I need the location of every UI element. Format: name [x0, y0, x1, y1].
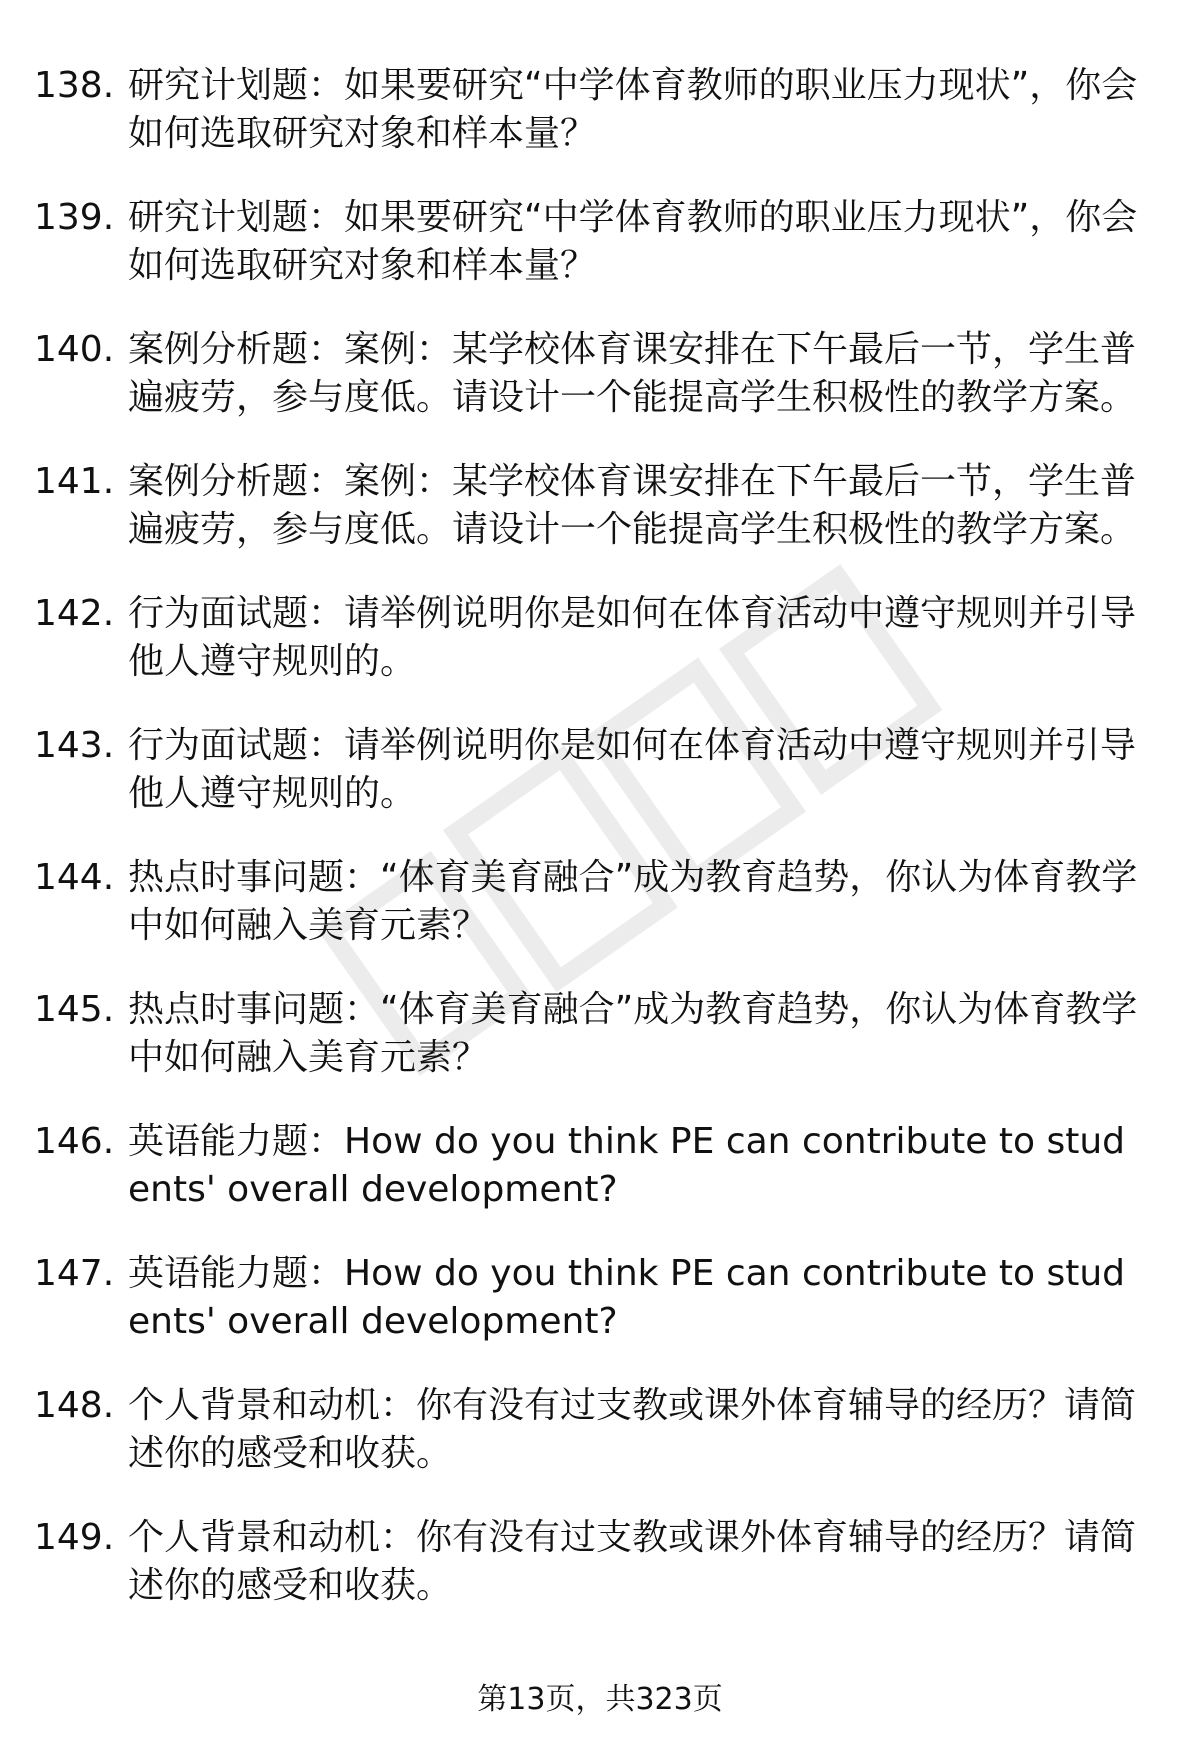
question-number: 140.: [34, 329, 115, 370]
list-item: [34, 1250, 1144, 1382]
question-text: 研究计划题：如果要研究“中学体育教师的职业压力现状”，你会如何选取研究对象和样本量？: [128, 197, 1138, 286]
list-item: [34, 458, 1144, 590]
question-number: 143.: [34, 725, 115, 766]
question-number: 144.: [34, 857, 115, 898]
question-number: 149.: [34, 1517, 115, 1558]
question-number: 147.: [34, 1253, 115, 1294]
question-number: 146.: [34, 1121, 115, 1162]
question-text: 案例分析题：案例：某学校体育课安排在下午最后一节，学生普遍疲劳，参与度低。请设计一个能提高学生积极性的教学方案。: [128, 329, 1137, 418]
list-item: [34, 326, 1144, 458]
list-item: [34, 1382, 1144, 1514]
list-item: [34, 854, 1144, 986]
question-text: 英语能力题：How do you think PE can contribute to students' overall development?: [128, 1253, 1125, 1342]
question-text: 英语能力题：How do you think PE can contribute to students' overall development?: [128, 1121, 1125, 1210]
question-text: 热点时事问题：“体育美育融合”成为教育趋势，你认为体育教学中如何融入美育元素？: [128, 989, 1138, 1078]
list-item: [34, 722, 1144, 854]
question-text: 个人背景和动机：你有没有过支教或课外体育辅导的经历？请简述你的感受和收获。: [128, 1517, 1137, 1606]
list-item: [34, 986, 1144, 1118]
question-text: 个人背景和动机：你有没有过支教或课外体育辅导的经历？请简述你的感受和收获。: [128, 1385, 1137, 1474]
question-text: 行为面试题：请举例说明你是如何在体育活动中遵守规则并引导他人遵守规则的。: [128, 593, 1137, 682]
question-text: 案例分析题：案例：某学校体育课安排在下午最后一节，学生普遍疲劳，参与度低。请设计一个能提高学生积极性的教学方案。: [128, 461, 1137, 550]
question-number: 145.: [34, 989, 115, 1030]
list-item: [34, 1118, 1144, 1250]
question-number: 139.: [34, 197, 115, 238]
question-list: [34, 62, 1144, 1646]
list-item: [34, 590, 1144, 722]
question-number: 148.: [34, 1385, 115, 1426]
list-item: [34, 194, 1144, 326]
question-text: 热点时事问题：“体育美育融合”成为教育趋势，你认为体育教学中如何融入美育元素？: [128, 857, 1138, 946]
question-text: 行为面试题：请举例说明你是如何在体育活动中遵守规则并引导他人遵守规则的。: [128, 725, 1137, 814]
page-indicator: 第13页，共323页: [477, 1682, 723, 1717]
list-item: [34, 62, 1144, 194]
question-text: 研究计划题：如果要研究“中学体育教师的职业压力现状”，你会如何选取研究对象和样本量？: [128, 65, 1138, 154]
question-number: 138.: [34, 65, 115, 106]
question-number: 141.: [34, 461, 115, 502]
question-number: 142.: [34, 593, 115, 634]
list-item: [34, 1514, 1144, 1646]
